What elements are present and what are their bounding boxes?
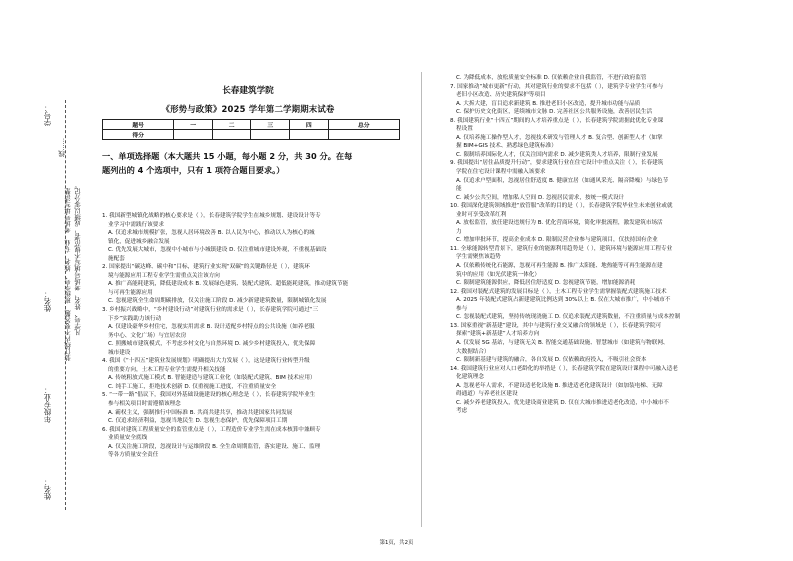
major-label: 年级专业：	[43, 386, 52, 423]
question-line: 筑中的应用（如光伏建筑一体化）	[456, 271, 540, 278]
score-header-cell: 题号	[103, 120, 174, 130]
question-line: 老旧小区改造、历史建筑保护等项目	[456, 92, 546, 99]
right-column	[442, 0, 777, 561]
question-line: 5. “一带一路”倡议下，我国对外基础设施建设的核心理念是（ ），长春建筑学院毕业生	[102, 392, 316, 399]
score-header-cell: 总分	[328, 120, 399, 130]
question-line: 业质量安全底线	[108, 435, 148, 442]
score-cell[interactable]	[290, 130, 329, 140]
question-line: 9. 我国提出“居住品质提升行动”，要求建筑行业在住宅设计中重点关注（ ），长春建筑	[450, 160, 664, 167]
question-line: 11. 全球能源转型背景下，建筑行业的能源利用趋势是（ ），建筑环境与能源应用工程专业	[450, 245, 673, 252]
question-line: C. 增加审批环节，提高企业成本 D. 限制民营企业参与建筑项目，仅扶持国有企业	[456, 237, 658, 244]
question-line: A. 2025 年装配式建筑占新建建筑比例达到 30%以上 B. 仅在大城市推广，中小城市不	[456, 297, 671, 304]
question-line: 学生需聚焦该趋势	[456, 254, 501, 261]
question-line: 3. 乡村振兴战略中，“乡村建设行动”对建筑行业的需求是（ ），长春建筑学院可通过“三	[102, 307, 319, 314]
school-name: 长春建筑学院	[222, 86, 274, 96]
question-line: 力	[456, 228, 462, 235]
question-line: C. 减少公共空间，增加私人空间 D. 忽视居民需求，按统一模式设计	[456, 194, 625, 201]
left-column	[96, 0, 400, 561]
question-line: A. 放松监管，放任建设违规行为 B. 优化营商环境，简化审批流程，激发建筑市场活	[456, 220, 663, 227]
section-heading	[102, 149, 402, 177]
question-line: C. 忽视装配式建筑，坚持传统现浇施工 D. 仅追求装配式建筑数量，不注重质量与成本控制	[456, 314, 681, 321]
score-header-cell: 三	[251, 120, 290, 130]
score-row-label: 得分	[103, 130, 174, 140]
binding-instruction-1: 装订线内不要答题，班级学号、姓名、专业、考场号填写清楚，	[64, 182, 72, 362]
score-cell[interactable]	[251, 130, 290, 140]
question-line: 化建筑理念	[456, 374, 484, 381]
score-header-cell: 四	[290, 120, 329, 130]
question-line: 能	[456, 186, 462, 193]
question-line: C. 限制培养国际化人才，仅关注国内需求 D. 减少建筑类人才培养，限制行业发展	[456, 151, 658, 158]
question-line: 下乡”实践助力该行动	[108, 315, 162, 322]
question-line: 与可再生能源应用	[108, 289, 153, 296]
question-line: 参与	[456, 305, 468, 312]
binding-margin	[0, 60, 92, 530]
score-header-cell: 一	[174, 120, 213, 130]
question-line: 业学习中需践行该要求	[108, 221, 164, 228]
question-line: C. 优先发展大城市，忽视中小城市与小城镇建设 D. 仅注重城市建设外观，不重视基础设	[108, 247, 327, 254]
binding-instruction-2: 凡学号、姓名、考场号填写不规范者，成绩以零分记。	[74, 182, 82, 336]
question-line: 考虑	[456, 408, 468, 415]
school-name-label: 姓名：	[43, 478, 52, 501]
question-line: C. 纯手工施工，拒绝技术创新 D. 仅重视施工进度，不注重质量安全	[108, 383, 277, 390]
question-line: A. 仅依赖传统化石能源，忽视可再生能源 B. 推广太阳能、地热能等可再生能源在建	[456, 263, 663, 270]
question-line: A. 霸权主义，强制推行中国标准 B. 共商共建共享，推动共建国家共同发展	[108, 409, 293, 416]
question-line: 的重要方向，土木工程专业学生需提升相关技能	[108, 366, 226, 373]
question-line: A. 推广高能耗建筑，降低建设成本 B. 发展绿色建筑、装配式建筑、超低能耗建筑，推动建筑节能	[108, 281, 349, 288]
question-line: 镇化，促进城乡融合发展	[108, 238, 170, 245]
question-line: 学院在住宅设计课程中需融入该要求	[456, 169, 546, 176]
question-line: A. 传统粗放式施工模式 B. 智能建造与建筑工业化（如装配式建筑、BIM 技术应用）	[108, 375, 316, 382]
question-line: A. 仅建设豪华乡村住宅，忽视实用需求 B. 设计适配乡村特点的公共设施（如养老服	[108, 324, 315, 331]
question-line: 12. 我国对装配式建筑的发展目标是（ ），土木工程专业学生需掌握装配式建筑施工技术	[450, 288, 667, 295]
question-line: 握 BIM+GIS 技术、熟悉绿色建筑标准）	[456, 143, 557, 150]
question-line: C. 保护历史文化街区，延续城市文脉 D. 完善社区公共服务设施，改善居民生活	[456, 109, 653, 116]
question-line: A. 仅发展 5G 基站，与建筑无关 B. 智能交通基础设施、智慧城市（如建筑与物联网、	[456, 339, 669, 346]
exam-title: 《形势与政策》2025 学年第二学期期末试卷	[161, 104, 335, 114]
question-line: 14. 我国建筑行业应对人口老龄化的举措是（ ），长春建筑学院在建筑设计课程中可融入适老	[450, 365, 678, 372]
binding-line-mark: 线……	[58, 138, 66, 158]
question-line: C. 照搬城市建筑模式，不考虑乡村文化与自然环境 D. 减少乡村建筑投入，优先保障	[108, 341, 316, 348]
question-line: C. 为降低成本，放松质量安全标准 D. 仅依赖企业自我监管，不进行政府监管	[456, 75, 647, 81]
question-line: 13. 国家重视“新基建”建设，其中与建筑行业交叉融合的领域是（ ），长春建筑学院可	[450, 322, 662, 329]
score-header-cell: 二	[212, 120, 251, 130]
question-line: C. 限制新基建与建筑的融合，各自发展 D. 仅依赖政府投入，不吸引社会资本	[456, 357, 647, 364]
question-line: A. 仅关注施工阶段，忽视设计与运维阶段 B. 全生命周期监管，落实建设、施工、监理	[108, 443, 321, 450]
student-id-label: 学号：	[43, 104, 52, 127]
score-cell[interactable]	[212, 130, 251, 140]
question-line: 务中心、文化广场）与宜居农房	[108, 332, 187, 339]
question-line: A. 仅追求城市规模扩张，忽视人居环境改善 B. 以人民为中心，推动以人为核心的城	[108, 230, 315, 237]
question-line: 8. 我国建筑行业“十四五”期间的人才培养重点是（ ），长春建筑学院需据此优化专业课	[450, 117, 664, 124]
question-line: 施配套	[108, 255, 125, 262]
question-line: C. 减少养老建筑投入，优先建设商业建筑 D. 仅在大城市推进适老化改造，中小城市不	[456, 399, 669, 406]
question-line: 碍通道）与养老社区建设	[456, 391, 518, 398]
question-line: 6. 我国对建筑工程质量安全的监管重点是（ ），工程造价专业学生需在成本核算中兼顾专	[102, 426, 321, 433]
score-cell[interactable]	[328, 130, 399, 140]
right-question-list	[450, 74, 780, 416]
question-line: 业时可享受改革红利	[456, 211, 507, 218]
question-line: 7. 国家推动“城市更新”行动，其对建筑行业的要求不包括（ ），建筑学专业学生可参与	[450, 83, 664, 90]
question-line: A. 大拆大建，盲目追求新建筑 B. 推进老旧小区改造，提升城市功能与品质	[456, 100, 641, 107]
question-line: 4. 我国《“十四五”建筑业发展规划》明确提出大力发展（ ），这是建筑行业转型升级	[102, 358, 310, 365]
score-table-score-row	[103, 130, 400, 140]
question-line: A. 忽视老年人需求，不建设适老化设施 B. 推进适老化建筑设计（如加装电梯、无障	[456, 382, 663, 389]
question-line: C. 限制建筑能源供应，降低居住舒适度 D. 忽视建筑节能，增加能源消耗	[456, 280, 636, 287]
question-line: 等各方质量安全责任	[108, 452, 159, 459]
question-line: A. 仅培养施工操作型人才，忽视技术研发与管理人才 B. 复合型、创新型人才（如掌	[456, 134, 663, 141]
question-line: C. 仅追求经济利益，忽视当地民生 D. 忽视生态保护，优先保障项目工期	[108, 418, 288, 425]
question-line: 1. 我国新型城镇化战略的核心要求是（ ），长春建筑学院学生在城乡规划、建设设计等专	[102, 213, 321, 219]
section-heading-line-2: 题列出的 4 个选项中，只有 1 项符合题目要求。）	[102, 165, 285, 175]
page-footer: 第1页，共2页	[379, 540, 414, 546]
score-table	[102, 119, 400, 140]
section-heading-line-1: 一、单项选择题（本大题共 15 小题，每小题 2 分，共 30 分。在每	[102, 151, 353, 161]
left-question-list	[102, 212, 402, 460]
score-table-header-row	[103, 120, 400, 130]
question-line: C. 忽视建筑全生命周期碳排放，仅关注施工阶段 D. 减少新建建筑数量，限制城镇化发展	[108, 298, 327, 305]
binding-cut-line	[65, 100, 66, 510]
column-divider	[421, 72, 422, 527]
question-line: 大数据结合）	[456, 348, 490, 355]
question-line: 2. 国家提出“碳达峰、碳中和”目标，建筑行业实现“双碳”的关键路径是（ ），建筑环	[102, 264, 310, 271]
question-line: 10. 我国深化建筑领域推进“放管服”改革的目的是（ ），长春建筑学院毕业生未来创业或就	[450, 203, 673, 210]
question-line: 探索“建筑+新基建”人才培养方向	[456, 331, 540, 338]
question-line: 程设置	[456, 126, 473, 133]
question-line: 境与能源应用工程专业学生需重点关注该方向	[108, 272, 220, 279]
question-line: A. 仅追求户型面积，忽视居住舒适度 B. 健康宜居（如通风采光、隔音降噪）与绿色节	[456, 177, 669, 184]
name-label: 姓名：	[43, 290, 52, 313]
score-cell[interactable]	[174, 130, 213, 140]
question-line: 城市建设	[108, 349, 131, 356]
question-line: 参与相关项目时需遵循该理念	[108, 401, 181, 408]
